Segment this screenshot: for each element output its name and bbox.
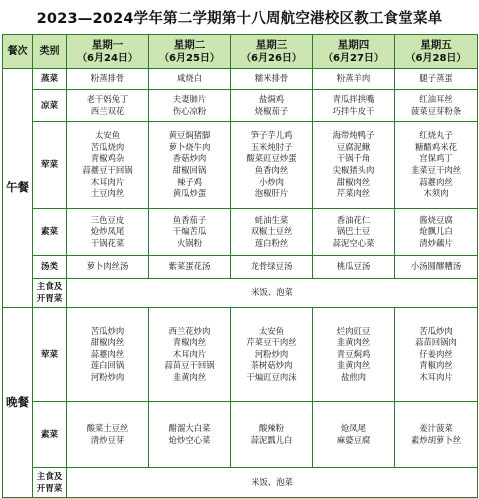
category-label: 汤类 xyxy=(33,256,67,279)
dish: 苦瓜炒肉 xyxy=(90,325,125,336)
menu-cell xyxy=(395,402,478,468)
dish: 黄豆焖猪脚 xyxy=(168,130,211,141)
dish: 韭黄肉丝 xyxy=(172,371,207,382)
dish: 炝凤尾 xyxy=(340,422,367,433)
category-label: 荤菜 xyxy=(33,122,67,209)
menu-cell xyxy=(231,90,313,122)
dish: 芹菜豆干肉丝 xyxy=(246,337,297,348)
menu-cell xyxy=(67,90,149,122)
dish: 醋溜大白菜 xyxy=(168,422,211,433)
menu-cell xyxy=(395,90,478,122)
category-label-line: 开胃菜 xyxy=(36,294,63,304)
dish: 芹菜肉丝 xyxy=(336,188,371,199)
dish: 巧拌牛皮干 xyxy=(332,105,375,116)
dinner-meat-row xyxy=(3,308,478,402)
dish: 干煸豇豆肉沫 xyxy=(246,371,297,382)
day-header-fri xyxy=(395,35,478,69)
menu-cell xyxy=(231,402,313,468)
menu-cell xyxy=(231,256,313,279)
dish: 尖椒猪头肉 xyxy=(332,165,375,175)
lunch-steamed-row xyxy=(3,69,478,90)
dish: 甜椒回锅 xyxy=(172,165,207,175)
dish: 清炒藕片 xyxy=(419,237,453,248)
dish: 茶树菇炒肉 xyxy=(250,360,293,371)
dish: 蒜薹肉丝 xyxy=(419,176,453,187)
dish: 西兰花炒肉 xyxy=(168,325,211,336)
day-date: （6月24日） xyxy=(77,52,138,64)
dish: 炝飘儿白 xyxy=(419,226,453,237)
dish: 蒜薹豆干回锅 xyxy=(82,165,133,175)
menu-cell xyxy=(313,256,395,279)
dish: 木耳肉片 xyxy=(419,371,453,382)
dish: 甜椒肉丝 xyxy=(336,176,371,187)
day-date: （6月25日） xyxy=(159,52,220,64)
category-label-line: 开胃菜 xyxy=(36,483,63,494)
dish: 蒜泥瓢儿白 xyxy=(250,434,293,445)
dish: 玉米炖肘子 xyxy=(250,141,293,152)
menu-cell xyxy=(67,308,149,402)
dish: 鱼香茄子 xyxy=(172,214,207,225)
staple-cell: 米饭、泡菜 xyxy=(67,279,478,308)
dish: 韭菜豆干肉丝 xyxy=(410,165,462,175)
dish: 蒜泥空心菜 xyxy=(332,237,375,248)
dish: 腿子蒸蛋 xyxy=(419,73,453,84)
dish: 伤心凉粉 xyxy=(172,105,207,116)
category-label: 凉菜 xyxy=(33,90,67,122)
lunch-cold-row xyxy=(3,90,478,122)
menu-cell xyxy=(395,308,478,402)
dish: 素炒胡萝卜丝 xyxy=(410,434,462,445)
menu-cell xyxy=(231,308,313,402)
meal-column-header: 餐次 xyxy=(3,35,33,69)
day-date: （6月26日） xyxy=(241,52,302,64)
dish: 木耳肉片 xyxy=(172,348,207,359)
dish: 土豆肉丝 xyxy=(90,188,125,199)
category-label-line: 主食及 xyxy=(36,282,63,292)
dish: 青瓜拌拱嘴 xyxy=(332,93,375,104)
dish: 黄瓜炒蛋 xyxy=(172,188,207,199)
dish: 苦瓜烧肉 xyxy=(90,141,125,152)
menu-cell xyxy=(395,69,478,90)
dish: 炝炒凤尾 xyxy=(90,226,125,237)
dish: 火锅粉 xyxy=(176,237,203,248)
dish: 三色豆皮 xyxy=(90,214,125,225)
day-name: 星期三 xyxy=(255,38,288,51)
dish: 小汤圆醪糟汤 xyxy=(410,261,462,272)
menu-cell xyxy=(231,69,313,90)
staple-cell: 米饭、泡菜 xyxy=(67,468,478,498)
dish: 泡椒肝片 xyxy=(254,188,289,199)
dish: 粉蒸羊肉 xyxy=(336,73,371,84)
dish: 干煸苦瓜 xyxy=(172,226,207,237)
dish: 西兰双花 xyxy=(90,105,125,116)
menu-cell xyxy=(149,308,231,402)
dish: 烧椒茄子 xyxy=(254,105,289,116)
category-column-header: 类别 xyxy=(33,35,67,69)
day-date: （6月27日） xyxy=(323,52,384,64)
dish: 干锅花菜 xyxy=(90,237,125,248)
menu-cell xyxy=(231,209,313,256)
dish: 锅巴土豆 xyxy=(336,226,371,237)
dish: 龙骨绿豆汤 xyxy=(250,261,293,272)
dish: 酱烧豆腐 xyxy=(419,214,453,225)
dinner-veg-row xyxy=(3,402,478,468)
category-label xyxy=(33,279,67,308)
dish: 姜汁菠菜 xyxy=(419,422,453,433)
dish: 青椒鸡杂 xyxy=(90,153,125,164)
day-header-mon xyxy=(67,35,149,69)
menu-table xyxy=(2,34,478,498)
menu-cell xyxy=(67,209,149,256)
dish: 宫保鸡丁 xyxy=(419,153,453,164)
menu-cell xyxy=(313,122,395,209)
dish: 海带炖鸭子 xyxy=(332,130,375,141)
category-label xyxy=(33,468,67,498)
menu-cell xyxy=(313,69,395,90)
day-header-thu xyxy=(313,35,395,69)
menu-cell xyxy=(149,122,231,209)
header-row xyxy=(3,35,478,69)
page-title: 2023—2024学年第二学期第十八周航空港校区教工食堂菜单 xyxy=(36,10,443,27)
dish: 盐煎肉 xyxy=(340,371,367,382)
dish: 菠菜豆芽粉条 xyxy=(410,105,462,116)
dish: 青椒肉丝 xyxy=(172,337,207,348)
dish: 辣子鸡 xyxy=(176,176,203,187)
dish: 麻婆豆腐 xyxy=(336,434,371,445)
day-name: 星期五 xyxy=(420,38,452,51)
lunch-staple-row xyxy=(3,279,478,308)
menu-cell xyxy=(149,209,231,256)
dish: 莲白回锅 xyxy=(90,360,125,371)
meal-label-dinner: 晚餐 xyxy=(3,308,33,498)
menu-cell xyxy=(149,69,231,90)
category-label: 素菜 xyxy=(33,209,67,256)
dish: 蒜苗豆干回锅 xyxy=(164,360,215,371)
category-label: 素菜 xyxy=(33,402,67,468)
dish: 咸烧白 xyxy=(176,73,203,84)
dish: 蒜薹肉丝 xyxy=(90,348,125,359)
day-name: 星期一 xyxy=(91,38,124,51)
lunch-meat-row xyxy=(3,122,478,209)
menu-cell xyxy=(313,402,395,468)
day-header-tue xyxy=(149,35,231,69)
menu-cell xyxy=(231,122,313,209)
dish: 粉蒸排骨 xyxy=(90,73,125,84)
meal-label-lunch: 午餐 xyxy=(3,69,33,308)
dish: 蒜苗回锅肉 xyxy=(415,337,457,348)
day-date: （6月28日） xyxy=(405,52,467,64)
dish: 清炒豆芽 xyxy=(90,434,125,445)
dish: 香菇炒肉 xyxy=(172,153,207,164)
dish: 酸菜土豆丝 xyxy=(86,422,129,433)
dish: 盐焗鸡 xyxy=(258,93,285,104)
dish: 糖醋鸡米花 xyxy=(415,141,457,152)
dish: 河粉炒肉 xyxy=(254,348,289,359)
dish: 萝卜烧牛肉 xyxy=(168,141,211,152)
dinner-staple-row xyxy=(3,468,478,498)
dish: 红烧丸子 xyxy=(419,130,453,141)
dish: 萝卜肉丝汤 xyxy=(86,261,129,272)
dish: 糯米排骨 xyxy=(254,73,289,84)
dish: 蚝油生菜 xyxy=(254,214,289,225)
menu-cell xyxy=(67,69,149,90)
dish: 豆腐泥鳅 xyxy=(336,141,371,152)
dish: 青椒肉丝 xyxy=(419,360,453,371)
dish: 木须肉 xyxy=(423,188,449,199)
menu-cell xyxy=(395,256,478,279)
lunch-veg-row xyxy=(3,209,478,256)
dish: 夫妻肺片 xyxy=(172,93,207,104)
dish: 红油耳丝 xyxy=(419,93,453,104)
dish: 韭黄肉丝 xyxy=(336,360,371,371)
dish: 笋子芋儿鸡 xyxy=(250,130,293,141)
lunch-soup-row xyxy=(3,256,478,279)
dish: 莲白粉丝 xyxy=(254,237,289,248)
dish: 河粉炒肉 xyxy=(90,371,125,382)
dish: 韭黄肉丝 xyxy=(336,337,371,348)
dish: 老干妈兔丁 xyxy=(86,93,129,104)
dish: 酸菜豇豆炒蛋 xyxy=(246,153,297,164)
dish: 烂肉豇豆 xyxy=(336,325,371,336)
dish: 炝炒空心菜 xyxy=(168,434,211,445)
dish: 双椒土豆丝 xyxy=(250,226,293,237)
menu-cell xyxy=(149,402,231,468)
dish: 紫菜蛋花汤 xyxy=(168,261,211,272)
dish: 太安鱼 xyxy=(258,325,285,336)
dish: 酸辣粉 xyxy=(258,422,285,433)
dish: 仔姜肉丝 xyxy=(419,348,453,359)
menu-cell xyxy=(67,256,149,279)
menu-cell xyxy=(313,209,395,256)
menu-cell xyxy=(313,308,395,402)
category-label: 蒸菜 xyxy=(33,69,67,90)
dish: 苦瓜炒肉 xyxy=(419,325,453,336)
menu-cell xyxy=(313,90,395,122)
dish: 干锅千角 xyxy=(336,153,371,164)
dish: 太安鱼 xyxy=(94,130,121,141)
menu-cell xyxy=(149,256,231,279)
category-label-line: 主食及 xyxy=(36,471,63,482)
menu-cell xyxy=(395,209,478,256)
day-header-wed xyxy=(231,35,313,69)
dish: 香油花仁 xyxy=(336,214,371,225)
dish: 青豆焖鸡 xyxy=(336,348,371,359)
day-name: 星期二 xyxy=(173,38,206,51)
dish: 桃瓜豆汤 xyxy=(336,261,371,272)
menu-cell xyxy=(67,402,149,468)
dish: 木耳肉片 xyxy=(90,176,125,187)
menu-cell xyxy=(67,122,149,209)
category-label: 荤菜 xyxy=(33,308,67,402)
dish: 鱼香肉丝 xyxy=(254,165,289,175)
menu-cell xyxy=(395,122,478,209)
dish: 甜椒肉丝 xyxy=(90,337,125,348)
menu-cell xyxy=(149,90,231,122)
day-name: 星期四 xyxy=(337,38,370,51)
dish: 小炒肉 xyxy=(258,176,285,187)
